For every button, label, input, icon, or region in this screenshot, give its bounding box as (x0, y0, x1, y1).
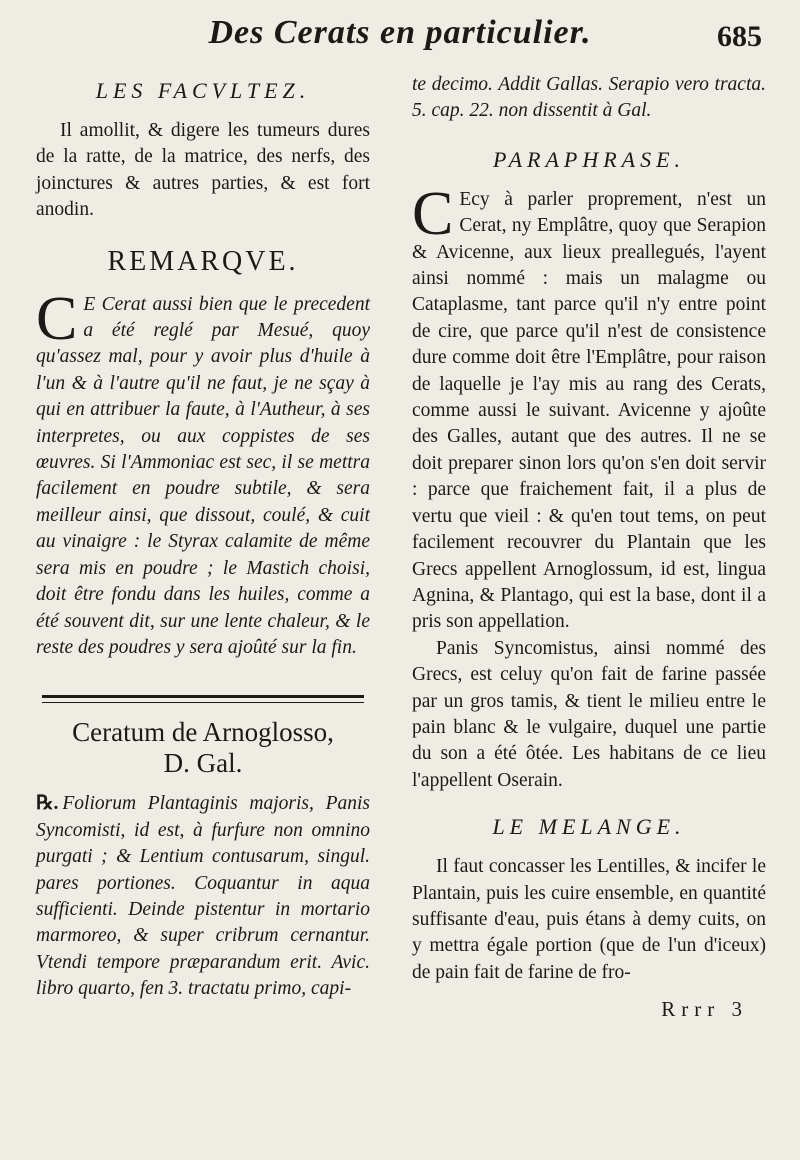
remarque-dropcap: C (36, 284, 78, 353)
running-title: Des Cerats en particulier. (208, 14, 592, 51)
recipe-text: Foliorum Plantaginis majoris, Panis Syncomisti, id est, à furfure non omnino purgati ; & Lentium contusarum, singul. pares portiones. Coquantur in aqua sufficienti. Deinde pistentur in mortario marmoreo, & super cribrum cernantur. Vtendi tempore præparandum erit. Avic. libro quarto, fen 3. tractatu primo, capi- (36, 793, 370, 1000)
recipe-author: D. Gal. (163, 748, 243, 779)
facultez-text: Il amollit, & digere les tumeurs dures de la ratte, de la matrice, des nerfs, des joinctures & autres parties, & est fort anodin. (36, 120, 370, 221)
remarque-text: E Cerat aussi bien que le precedent a été reglé par Mesué, quoy qu'assez mal, pour y avoir plus d'huile à l'un & à l'autre qu'il ne faut, je ne sçay à qui en attribuer la faute, à l'Autheur, à ses interpretes, ou aux coppistes de ses œuvres. Si l'Ammoniac est sec, il se mettra facilement en poudre subtile, & sera meilleur ainsi, que dissout, coulé, & cuit au vinaigre : le Styrax calamite de même sera mis en poudre ; le Mastich choisi, doit être fondu dans les huiles, comme a été souvent dit, sur une lente chaleur, & le reste des poudres y sera ajoûté sur la fin. (36, 293, 370, 658)
paraphrase-text-1: Ecy à parler proprement, n'est un Cerat, ny Emplâtre, quoy que Serapion & Avicenne, aux lieux preallegués, l'ayent ainsi nommé : mais un malagme ou Cataplasme, tant parce qu'il n'y entre point de cire, que parce qu'il n'est de consistence dure comme doit être l'Emplâtre, pour raison de laquelle je l'ay mis au rang des Cerats, comme aussi le suivant. Avicenne y ajoûte des Galles, autant que des autres. Il ne se doit preparer sinon lors qu'on s'en doit servir : parce que fraichement fait, il a plus de vertu que vieil : & qu'en tout tems, on peut facilement recouvrer du Plantain que les Grecs appellent Arnoglossum, id est, lingua Agnina, & Plantago, qui est la base, dont il a pris son appellation. (412, 188, 766, 633)
paraphrase-heading: PARAPHRASE. (492, 146, 686, 172)
recipe-symbol: ℞. (36, 793, 59, 815)
recipe-paragraph (36, 791, 370, 1002)
recipe-continued: te decimo. Addit Gallas. Serapio vero tracta. 5. cap. 22. non dissentit à Gal. (412, 74, 766, 122)
facultez-heading: LES FACVLTEZ. (95, 78, 311, 103)
right-column (412, 72, 766, 1022)
recipe-title: Ceratum de Arnoglosso, (72, 717, 334, 748)
paraphrase-dropcap: C (412, 179, 454, 248)
catchword: Rrrr 3 (661, 997, 748, 1022)
melange-text: Il faut concasser les Lentilles, & incifer le Plantain, puis les cuire ensemble, en quantité suffisante d'eau, puis étans à demy cuits, on y mettra égale portion (que de l'un d'iceux) de pain fait de farine de fro- (412, 856, 766, 983)
section-rule-thin (42, 702, 364, 703)
page-number: 685 (717, 20, 762, 53)
paraphrase-text-2: Panis Syncomistus, ainsi nommé des Grecs, est celuy qu'on fait de farine passée par un gros tamis, & tient le milieu entre le pain blanc & le vulgaire, duquel une partie du son a été ôtée. Les habitans de ce lieu l'appellent Oserain. (412, 637, 766, 791)
melange-heading: LE MELANGE. (492, 814, 686, 840)
remarque-heading: REMARQVE. (107, 245, 299, 277)
section-rule (42, 695, 364, 698)
paraphrase-paragraph-1 (412, 179, 766, 636)
remarque-paragraph (36, 284, 370, 662)
left-column (36, 72, 370, 1003)
